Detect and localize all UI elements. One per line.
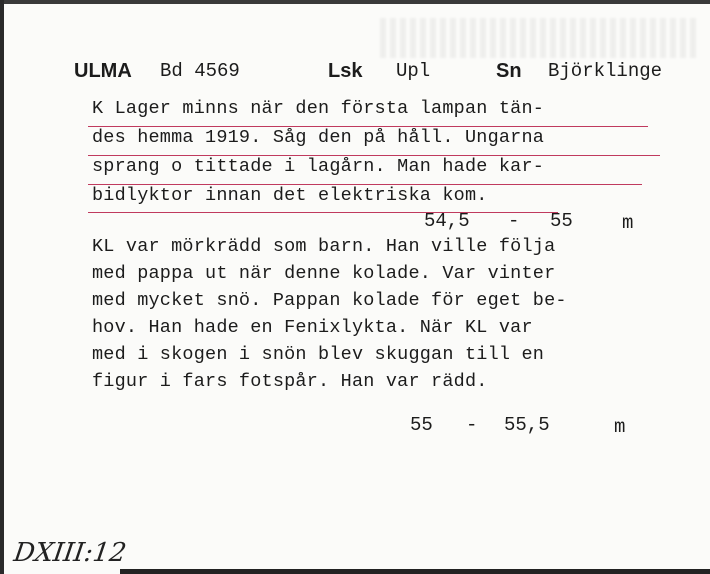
- text-line: med i skogen i snön blev skuggan till en: [92, 344, 545, 365]
- archive-reference: Bd 4569: [160, 60, 240, 82]
- text-line: des hemma 1919. Såg den på håll. Ungarna: [92, 127, 545, 148]
- range-unit: m: [614, 416, 626, 438]
- range-dash: -: [508, 210, 520, 232]
- card-top-edge: [0, 0, 710, 4]
- archive-code: ULMA: [74, 60, 132, 82]
- text-line: hov. Han hade en Fenixlykta. När KL var: [92, 317, 533, 338]
- range-start: 55: [410, 414, 433, 436]
- text-line: med pappa ut när denne kolade. Var vinter: [92, 263, 556, 284]
- parish-value: Björklinge: [548, 60, 663, 82]
- text-line: bidlyktor innan det elektriska kom.: [92, 185, 488, 206]
- range-end: 55: [550, 210, 573, 232]
- underline: [88, 212, 558, 213]
- text-line: sprang o tittade i lagårn. Man hade kar-: [92, 156, 545, 177]
- card-left-edge: [0, 0, 4, 574]
- text-line: figur i fars fotspår. Han var rädd.: [92, 371, 488, 392]
- province-value: Upl: [396, 60, 431, 82]
- bleed-through-text: [380, 18, 700, 58]
- parish-label: Sn: [496, 60, 522, 82]
- range-dash: -: [466, 414, 478, 436]
- text-line: KL var mörkrädd som barn. Han ville följa: [92, 236, 556, 257]
- range-start: 54,5: [424, 210, 470, 232]
- range-unit: m: [622, 212, 634, 234]
- card-bottom-edge: [120, 569, 710, 574]
- text-line: K Lager minns när den första lampan tän-: [92, 98, 545, 119]
- province-label: Lsk: [328, 60, 363, 82]
- text-line: med mycket snö. Pappan kolade för eget be-: [92, 290, 567, 311]
- handwritten-signature: DXIII:12: [11, 538, 129, 568]
- range-end: 55,5: [504, 414, 550, 436]
